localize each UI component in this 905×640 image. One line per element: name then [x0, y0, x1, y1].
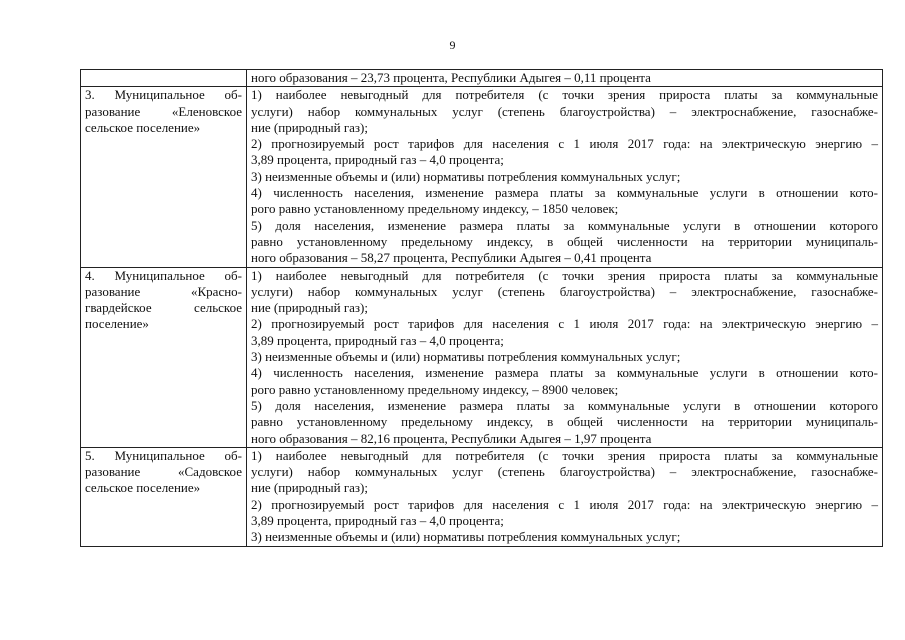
condition-text-line: равно установленному предельному индексу, в общей численности на территории муниципаль- — [251, 233, 878, 249]
condition-text-line: 3) неизменные объемы и (или) нормативы потребления коммунальных услуг; — [251, 168, 681, 184]
municipality-cell — [81, 87, 247, 267]
condition-text-line: ного образования – 82,16 процента, Республики Адыгея – 1,97 процента — [251, 430, 652, 446]
conditions-cell — [247, 70, 883, 87]
conditions-cell — [247, 267, 883, 447]
condition-text-line: 3) неизменные объемы и (или) нормативы потребления коммунальных услуг; — [251, 349, 681, 365]
municipality-name-line: разование «Еленовское — [85, 103, 242, 119]
conditions-cell — [247, 87, 883, 267]
condition-text-line: 3,89 процента, природный газ – 4,0 процента; — [251, 513, 504, 529]
condition-text-line: рого равно установленному предельному индексу, – 8900 человек; — [251, 381, 619, 397]
condition-text-line: услуги) набор коммунальных услуг (степень благоустройства) – электроснабжение, газоснабже- — [251, 283, 878, 299]
condition-text-line: 3,89 процента, природный газ – 4,0 процента; — [251, 152, 504, 168]
condition-text-line: 4) численность населения, изменение размера платы за коммунальные услуги в отношении кото- — [251, 365, 878, 381]
municipality-name-line: поселение» — [85, 316, 149, 332]
condition-text-line: 5) доля населения, изменение размера платы за коммунальные услуги в отношении которого — [251, 397, 878, 413]
condition-text-line: ние (природный газ); — [251, 119, 368, 135]
tariff-table — [80, 69, 883, 547]
municipality-name-line: разование «Красно- — [85, 283, 242, 299]
table-row — [81, 267, 883, 447]
condition-text-line: услуги) набор коммунальных услуг (степень благоустройства) – электроснабжение, газоснабже- — [251, 103, 878, 119]
table-row — [81, 447, 883, 546]
condition-text-line: ного образования – 23,73 процента, Республики Адыгея – 0,11 процента — [251, 70, 651, 85]
condition-text-line: ние (природный газ); — [251, 480, 368, 496]
condition-text-line: равно установленному предельному индексу, в общей численности на территории муниципаль- — [251, 414, 878, 430]
table-row — [81, 70, 883, 87]
municipality-name-line: 4. Муниципальное об- — [85, 267, 242, 283]
condition-text-line: 5) доля населения, изменение размера платы за коммунальные услуги в отношении которого — [251, 217, 878, 233]
municipality-name-line: сельское поселение» — [85, 480, 201, 496]
condition-text-line: ние (природный газ); — [251, 300, 368, 316]
condition-text-line: 4) численность населения, изменение размера платы за коммунальные услуги в отношении кото- — [251, 185, 878, 201]
municipality-name-line: 5. Муниципальное об- — [85, 447, 242, 463]
municipality-cell — [81, 70, 247, 87]
municipality-name-line: гвардейское сельское — [85, 300, 242, 316]
condition-text-line: 1) наиболее невыгодный для потребителя (с точки зрения прироста платы за коммунальные — [251, 267, 878, 283]
page-number: 9 — [449, 38, 456, 52]
condition-text-line: 3) неизменные объемы и (или) нормативы потребления коммунальных услуг; — [251, 529, 681, 545]
condition-text-line: услуги) набор коммунальных услуг (степень благоустройства) – электроснабжение, газоснабже- — [251, 464, 878, 480]
condition-text-line: 1) наиболее невыгодный для потребителя (с точки зрения прироста платы за коммунальные — [251, 87, 878, 103]
conditions-cell — [247, 447, 883, 546]
condition-text-line: 3,89 процента, природный газ – 4,0 процента; — [251, 332, 504, 348]
municipality-name-line: разование «Садовское — [85, 464, 242, 480]
municipality-cell — [81, 267, 247, 447]
condition-text-line: 2) прогнозируемый рост тарифов для населения с 1 июля 2017 года: на электрическую энергию – — [251, 496, 878, 512]
municipality-name-line: 3. Муниципальное об- — [85, 87, 242, 103]
tariff-table-body — [81, 70, 883, 547]
condition-text-line: 1) наиболее невыгодный для потребителя (с точки зрения прироста платы за коммунальные — [251, 447, 878, 463]
condition-text-line: 2) прогнозируемый рост тарифов для населения с 1 июля 2017 года: на электрическую энергию – — [251, 136, 878, 152]
municipality-name-line: сельское поселение» — [85, 119, 201, 135]
municipality-cell — [81, 447, 247, 546]
condition-text-line: рого равно установленному предельному индексу, – 1850 человек; — [251, 201, 619, 217]
condition-text-line: 2) прогнозируемый рост тарифов для населения с 1 июля 2017 года: на электрическую энергию – — [251, 316, 878, 332]
table-row — [81, 87, 883, 267]
condition-text-line: ного образования – 58,27 процента, Республики Адыгея – 0,41 процента — [251, 250, 652, 266]
